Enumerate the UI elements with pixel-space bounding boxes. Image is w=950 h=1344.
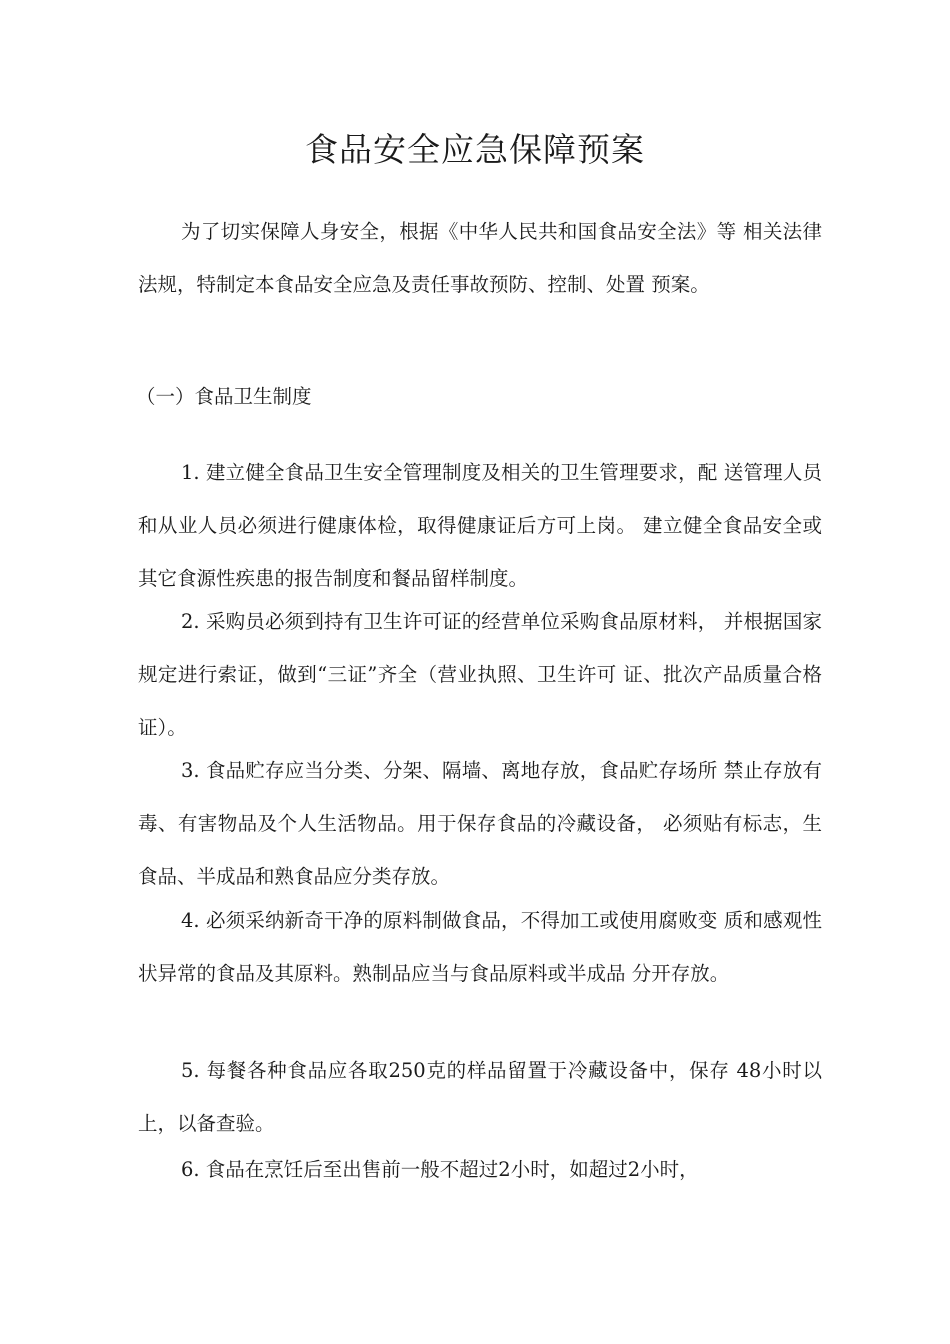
document-title: 食品安全应急保障预案 — [305, 130, 645, 169]
list-item: 6. 食品在烹饪后至出售前一般不超过2小时，如超过2小时， — [181, 1158, 699, 1181]
list-item: 4. 必须采纳新奇干净的原料制做食品，不得加工或使用腐败变 质和感观性状异常的食品及其原料。熟制品应当与食品原料或半成品 分开存放。 — [138, 909, 822, 985]
list-item: 3. 食品贮存应当分类、分架、隔墙、离地存放，食品贮存场所 禁止存放有毒、有害物品及个人生活物品。用于保存食品的冷藏设备， 必须贴有标志，生食品、半成品和熟食品应分类存放。 — [138, 759, 822, 888]
list-item: 1. 建立健全食品卫生安全管理制度及相关的卫生管理要求，配 送管理人员和从业人员必须进行健康体检，取得健康证后方可上岗。 建立健全食品安全或其它食源性疾患的报告制度和餐品留样制度。 — [138, 461, 822, 590]
list-item: 2. 采购员必须到持有卫生许可证的经营单位采购食品原材料， 并根据国家规定进行索证，做到“三证”齐全（营业执照、卫生许可 证、批次产品质量合格证）。 — [138, 610, 822, 739]
intro-paragraph: 为了切实保障人身安全，根据《中华人民共和国食品安全法》等 相关法律法规，特制定本食品安全应急及责任事故预防、控制、处置 预案。 — [138, 220, 822, 296]
list-item: 5. 每餐各种食品应各取250克的样品留置于冷藏设备中，保存 48小时以上，以备查验。 — [138, 1059, 822, 1135]
section-heading: （一）食品卫生制度 — [136, 385, 312, 408]
